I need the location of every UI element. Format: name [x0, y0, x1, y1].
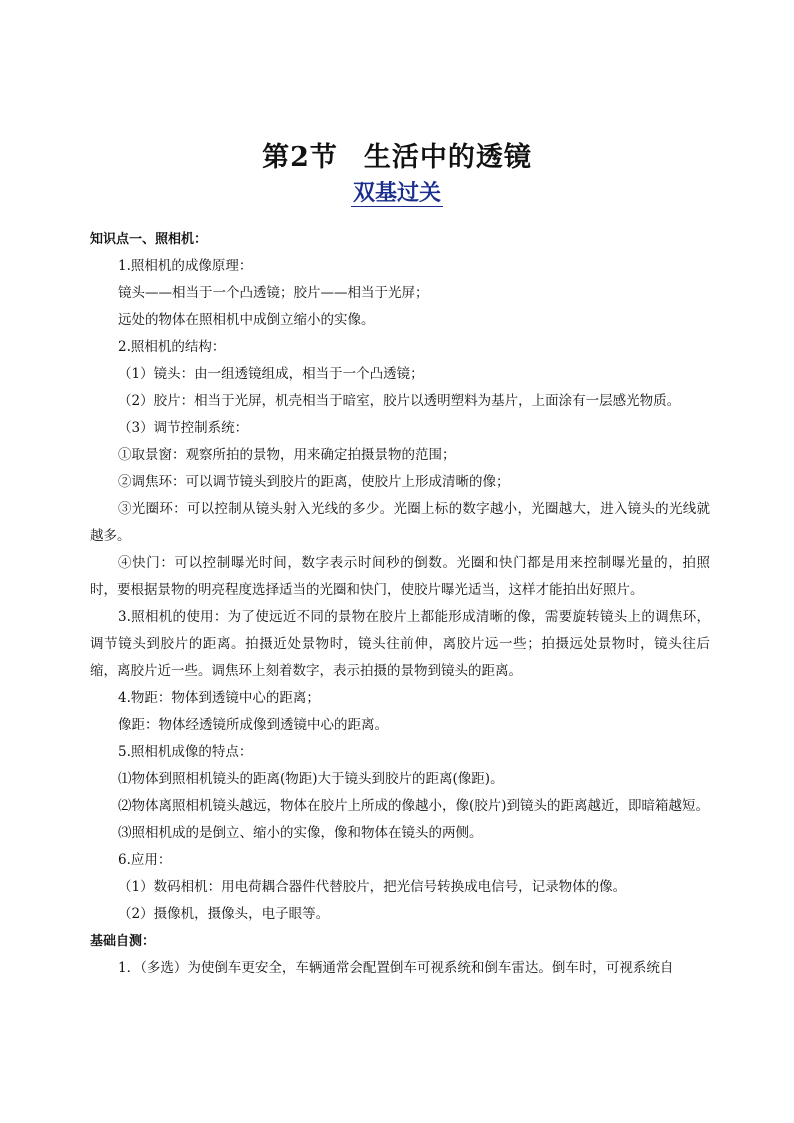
paragraph: （2）胶片：相当于光屏，机壳相当于暗室，胶片以透明塑料为基片，上面涂有一层感光物质。	[118, 393, 681, 409]
paragraph: 像距：物体经透镜所成像到透镜中心的距离。	[118, 717, 388, 733]
title-section-name: 生活中的透镜	[363, 142, 532, 173]
paragraph: ⑵物体离照相机镜头越远，物体在胶片上所成的像越小，像(胶片)到镜头的距离越近，即暗箱越短。	[118, 798, 710, 814]
page-title	[0, 138, 794, 178]
paragraph: ⑶照相机成的是倒立、缩小的实像，像和物体在镜头的两侧。	[118, 825, 483, 841]
paragraph: 镜头——相当于一个凸透镜；胶片——相当于光屏；	[118, 285, 429, 301]
paragraph: 远处的物体在照相机中成倒立缩小的实像。	[118, 312, 375, 328]
paragraph: （1）数码相机：用电荷耦合器件代替胶片，把光信号转换成电信号，记录物体的像。	[118, 879, 627, 895]
paragraph: 2.照相机的结构：	[118, 339, 226, 355]
paragraph: 4.物距：物体到透镜中心的距离；	[118, 690, 320, 706]
paragraph: 3.照相机的使用：为了使远近不同的景物在胶片上都能形成清晰的像，需要旋转镜头上的调焦环，调节镜头到胶片的距离。拍摄近处景物时，镜头往前伸，离胶片远一些；拍摄远处景物时，镜头往后缩，离胶片近一些。调焦环上刻着数字，表示拍摄的景物到镜头的距离。	[90, 609, 710, 679]
section-heading-camera: 知识点一、照相机：	[90, 232, 208, 247]
paragraph: ②调焦环：可以调节镜头到胶片的距离，使胶片上形成清晰的像；	[118, 474, 510, 490]
paragraph: ①取景窗：观察所拍的景物，用来确定拍摄景物的范围；	[118, 447, 456, 463]
page-subtitle	[0, 176, 794, 211]
paragraph: ③光圈环：可以控制从镜头射入光线的多少。光圈上标的数字越小，光圈越大，进入镜头的光线就越多。	[90, 501, 710, 544]
paragraph: 1.照相机的成像原理：	[118, 258, 253, 274]
paragraph: （1）镜头：由一组透镜组成，相当于一个凸透镜；	[118, 366, 424, 382]
title-section-number: 第2节	[262, 142, 338, 173]
section-heading-self-test: 基础自测：	[90, 934, 156, 949]
paragraph: ④快门：可以控制曝光时间，数字表示时间秒的倒数。光圈和快门都是用来控制曝光量的，拍照时，要根据景物的明亮程度选择适当的光圈和快门，使胶片曝光适当，这样才能拍出好照片。	[90, 555, 710, 598]
paragraph: （3）调节控制系统：	[118, 420, 249, 436]
paragraph: 5.照相机成像的特点：	[118, 744, 253, 760]
subtitle-text: 双基过关	[352, 180, 441, 206]
paragraph: （2）摄像机，摄像头，电子眼等。	[118, 906, 330, 922]
question-text: 1．（多选）为使倒车更安全，车辆通常会配置倒车可视系统和倒车雷达。倒车时，可视系统自	[118, 960, 674, 976]
document-body	[90, 226, 710, 982]
paragraph: ⑴物体到照相机镜头的距离(物距)大于镜头到胶片的距离(像距)。	[118, 771, 504, 787]
paragraph: 6.应用：	[118, 852, 172, 868]
